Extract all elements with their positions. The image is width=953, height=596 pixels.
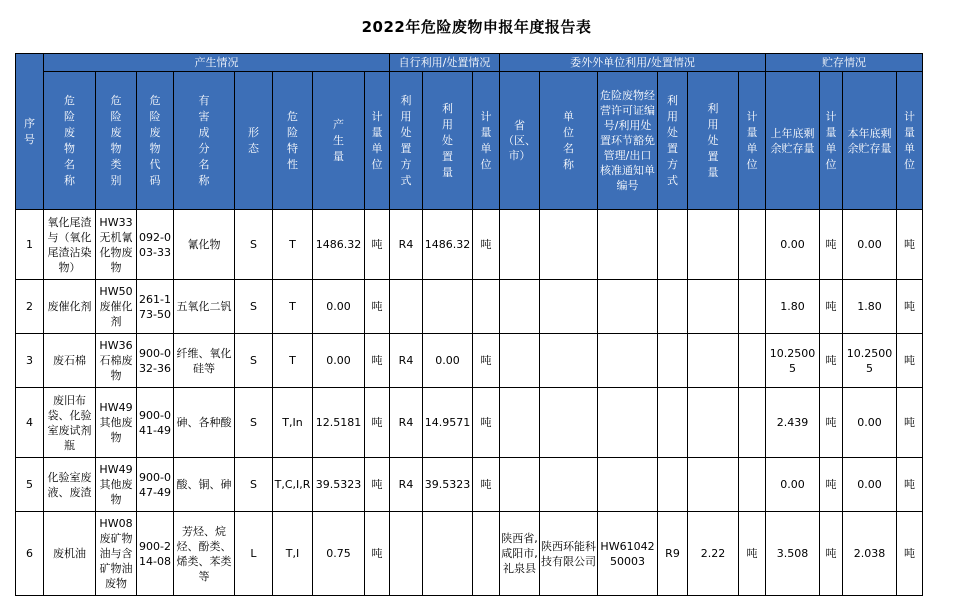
column-header: 计量单位 xyxy=(365,72,390,210)
cell-seq: 5 xyxy=(16,458,44,512)
cell-self-unit: 吨 xyxy=(473,210,500,280)
cell-cur-storage: 0.00 xyxy=(843,458,897,512)
cell-form: L xyxy=(235,512,273,596)
column-header: 计量单位 xyxy=(897,72,923,210)
table-row xyxy=(16,334,923,388)
cell-self-method: R4 xyxy=(390,458,423,512)
cell-ext-unit xyxy=(739,458,766,512)
cell-ext-unit xyxy=(739,280,766,334)
column-header: 上年底剩余贮存量 xyxy=(766,72,820,210)
cell-amount: 0.00 xyxy=(313,334,365,388)
cell-unit: 吨 xyxy=(365,334,390,388)
cell-name: 废催化剂 xyxy=(44,280,96,334)
cell-code: 900-041-49 xyxy=(137,388,174,458)
cell-self-unit: 吨 xyxy=(473,388,500,458)
cell-self-amount: 39.5323 xyxy=(423,458,473,512)
cell-province xyxy=(500,334,540,388)
cell-self-amount: 14.9571 xyxy=(423,388,473,458)
header-production: 产生情况 xyxy=(44,54,390,72)
cell-name: 化验室废液、废渣 xyxy=(44,458,96,512)
cell-license xyxy=(598,388,658,458)
cell-province xyxy=(500,458,540,512)
column-header: 危险特性 xyxy=(273,72,313,210)
cell-ext-method: R9 xyxy=(658,512,688,596)
cell-ext-method xyxy=(658,334,688,388)
header-storage: 贮存情况 xyxy=(766,54,923,72)
cell-prev-unit: 吨 xyxy=(820,458,843,512)
cell-amount: 39.5323 xyxy=(313,458,365,512)
cell-self-unit: 吨 xyxy=(473,458,500,512)
cell-component: 氰化物 xyxy=(174,210,235,280)
cell-company xyxy=(540,458,598,512)
cell-self-amount: 0.00 xyxy=(423,334,473,388)
cell-ext-amount xyxy=(688,388,739,458)
cell-prev-unit: 吨 xyxy=(820,280,843,334)
cell-prev-unit: 吨 xyxy=(820,334,843,388)
cell-component: 纤维、氧化硅等 xyxy=(174,334,235,388)
cell-property: T,I xyxy=(273,512,313,596)
cell-license xyxy=(598,458,658,512)
table-row xyxy=(16,458,923,512)
column-header: 计量单位 xyxy=(820,72,843,210)
column-header: 省（区、市） xyxy=(500,72,540,210)
cell-company xyxy=(540,388,598,458)
cell-unit: 吨 xyxy=(365,210,390,280)
cell-self-unit xyxy=(473,512,500,596)
cell-component: 五氧化二钒 xyxy=(174,280,235,334)
cell-seq: 6 xyxy=(16,512,44,596)
table-row xyxy=(16,210,923,280)
cell-ext-unit: 吨 xyxy=(739,512,766,596)
cell-form: S xyxy=(235,458,273,512)
cell-category: HW49其他废物 xyxy=(96,388,137,458)
cell-province xyxy=(500,210,540,280)
cell-ext-method xyxy=(658,210,688,280)
cell-prev-storage: 1.80 xyxy=(766,280,820,334)
cell-province xyxy=(500,388,540,458)
cell-form: S xyxy=(235,334,273,388)
cell-self-method xyxy=(390,512,423,596)
cell-ext-amount: 2.22 xyxy=(688,512,739,596)
cell-prev-unit: 吨 xyxy=(820,388,843,458)
cell-prev-storage: 10.25005 xyxy=(766,334,820,388)
cell-ext-amount xyxy=(688,334,739,388)
cell-seq: 1 xyxy=(16,210,44,280)
column-header: 计量单位 xyxy=(739,72,766,210)
cell-category: HW36石棉废物 xyxy=(96,334,137,388)
cell-self-method: R4 xyxy=(390,388,423,458)
cell-code: 900-047-49 xyxy=(137,458,174,512)
cell-property: T xyxy=(273,210,313,280)
cell-ext-unit xyxy=(739,334,766,388)
cell-cur-unit: 吨 xyxy=(897,280,923,334)
column-header: 危险废物代码 xyxy=(137,72,174,210)
header-self-use: 自行利用/处置情况 xyxy=(390,54,500,72)
cell-province: 陕西省,咸阳市,礼泉县 xyxy=(500,512,540,596)
cell-cur-storage: 2.038 xyxy=(843,512,897,596)
cell-self-unit xyxy=(473,280,500,334)
cell-category: HW50废催化剂 xyxy=(96,280,137,334)
column-header: 计量单位 xyxy=(473,72,500,210)
cell-category: HW49其他废物 xyxy=(96,458,137,512)
cell-prev-unit: 吨 xyxy=(820,512,843,596)
cell-self-method: R4 xyxy=(390,334,423,388)
cell-self-method: R4 xyxy=(390,210,423,280)
column-header: 有害成分名称 xyxy=(174,72,235,210)
cell-component: 砷、各种酸 xyxy=(174,388,235,458)
cell-name: 废机油 xyxy=(44,512,96,596)
cell-ext-amount xyxy=(688,210,739,280)
cell-ext-amount xyxy=(688,280,739,334)
cell-prev-storage: 0.00 xyxy=(766,458,820,512)
cell-property: T,C,I,R xyxy=(273,458,313,512)
cell-ext-unit xyxy=(739,388,766,458)
cell-component: 酸、铜、砷 xyxy=(174,458,235,512)
cell-cur-storage: 0.00 xyxy=(843,388,897,458)
cell-seq: 2 xyxy=(16,280,44,334)
cell-company xyxy=(540,210,598,280)
cell-unit: 吨 xyxy=(365,280,390,334)
cell-self-unit: 吨 xyxy=(473,334,500,388)
waste-report-table xyxy=(15,53,923,596)
column-header: 危险废物类别 xyxy=(96,72,137,210)
table-row xyxy=(16,388,923,458)
cell-amount: 12.5181 xyxy=(313,388,365,458)
header-entrusted: 委外外单位利用/处置情况 xyxy=(500,54,766,72)
column-header: 形态 xyxy=(235,72,273,210)
cell-license: HW6104250003 xyxy=(598,512,658,596)
cell-self-amount xyxy=(423,512,473,596)
cell-form: S xyxy=(235,210,273,280)
cell-seq: 3 xyxy=(16,334,44,388)
cell-category: HW33无机氰化物废物 xyxy=(96,210,137,280)
cell-self-amount: 1486.32 xyxy=(423,210,473,280)
cell-license xyxy=(598,280,658,334)
cell-property: T,In xyxy=(273,388,313,458)
cell-license xyxy=(598,210,658,280)
cell-unit: 吨 xyxy=(365,512,390,596)
cell-name: 废旧布袋、化验室废试剂瓶 xyxy=(44,388,96,458)
column-header: 单位名称 xyxy=(540,72,598,210)
cell-prev-storage: 3.508 xyxy=(766,512,820,596)
cell-code: 261-173-50 xyxy=(137,280,174,334)
cell-cur-unit: 吨 xyxy=(897,458,923,512)
cell-seq: 4 xyxy=(16,388,44,458)
cell-prev-storage: 0.00 xyxy=(766,210,820,280)
column-header: 利用处置量 xyxy=(423,72,473,210)
cell-prev-storage: 2.439 xyxy=(766,388,820,458)
report-title: 2022年危险废物申报年度报告表 xyxy=(361,18,592,36)
cell-province xyxy=(500,280,540,334)
column-header: 危险废物名称 xyxy=(44,72,96,210)
cell-company xyxy=(540,280,598,334)
cell-code: 900-214-08 xyxy=(137,512,174,596)
cell-property: T xyxy=(273,280,313,334)
cell-cur-storage: 1.80 xyxy=(843,280,897,334)
column-header: 本年底剩余贮存量 xyxy=(843,72,897,210)
cell-ext-method xyxy=(658,280,688,334)
cell-code: 900-032-36 xyxy=(137,334,174,388)
column-header: 利用处置方式 xyxy=(658,72,688,210)
cell-ext-amount xyxy=(688,458,739,512)
cell-amount: 1486.32 xyxy=(313,210,365,280)
cell-cur-unit: 吨 xyxy=(897,512,923,596)
cell-company xyxy=(540,334,598,388)
column-header: 危险废物经营许可证编号/利用处置环节豁免管理/出口核准通知单编号 xyxy=(598,72,658,210)
cell-self-method xyxy=(390,280,423,334)
cell-component: 芳烃、烷烃、酚类、烯类、苯类等 xyxy=(174,512,235,596)
cell-prev-unit: 吨 xyxy=(820,210,843,280)
cell-unit: 吨 xyxy=(365,388,390,458)
cell-cur-storage: 0.00 xyxy=(843,210,897,280)
cell-category: HW08废矿物油与含矿物油废物 xyxy=(96,512,137,596)
cell-code: 092-003-33 xyxy=(137,210,174,280)
cell-company: 陕西环能科技有限公司 xyxy=(540,512,598,596)
cell-unit: 吨 xyxy=(365,458,390,512)
cell-name: 废石棉 xyxy=(44,334,96,388)
column-header: 利用处置方式 xyxy=(390,72,423,210)
cell-form: S xyxy=(235,388,273,458)
cell-amount: 0.75 xyxy=(313,512,365,596)
cell-cur-unit: 吨 xyxy=(897,388,923,458)
cell-cur-unit: 吨 xyxy=(897,210,923,280)
cell-property: T xyxy=(273,334,313,388)
cell-name: 氧化尾渣与（氧化尾渣沾染物） xyxy=(44,210,96,280)
cell-form: S xyxy=(235,280,273,334)
cell-ext-method xyxy=(658,388,688,458)
cell-license xyxy=(598,334,658,388)
cell-ext-method xyxy=(658,458,688,512)
cell-self-amount xyxy=(423,280,473,334)
table-row xyxy=(16,280,923,334)
header-seq: 序号 xyxy=(16,54,44,210)
cell-cur-unit: 吨 xyxy=(897,334,923,388)
column-header: 产生量 xyxy=(313,72,365,210)
cell-cur-storage: 10.25005 xyxy=(843,334,897,388)
cell-amount: 0.00 xyxy=(313,280,365,334)
column-header: 利用处置量 xyxy=(688,72,739,210)
cell-ext-unit xyxy=(739,210,766,280)
table-row xyxy=(16,512,923,596)
